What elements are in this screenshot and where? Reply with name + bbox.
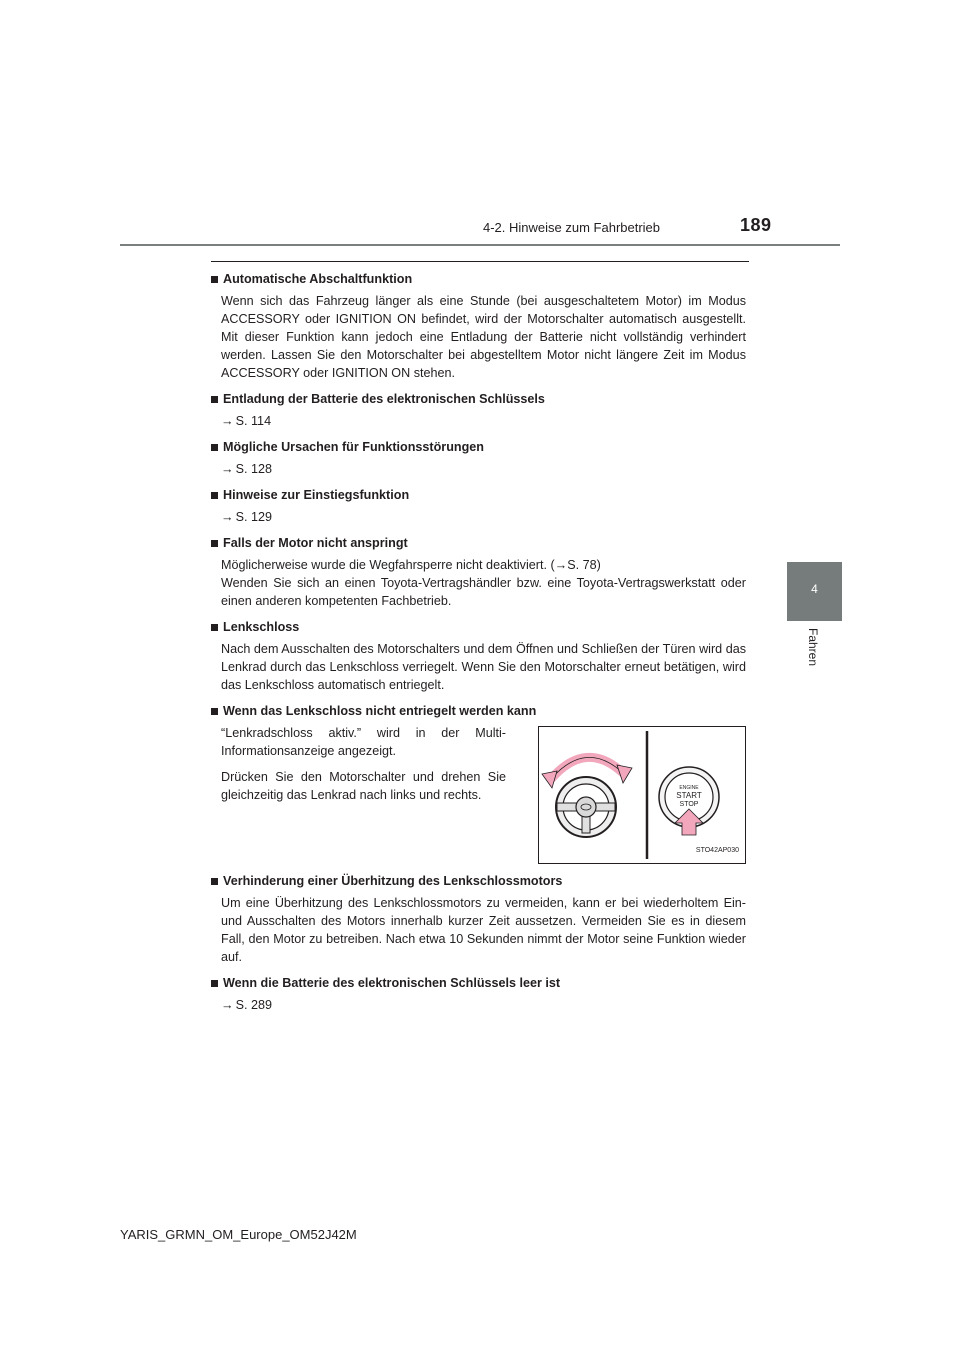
section-steering-lock xyxy=(211,618,746,694)
page-reference[interactable]: S. 128 xyxy=(235,462,273,476)
figure-code: STO42AP030 xyxy=(695,847,739,854)
button-text-stop: STOP xyxy=(679,801,699,808)
section-body: Wenn sich das Fahrzeug länger als eine Stunde (bei ausgeschaltetem Motor) im Modus ACCESSORY oder IGNITION ON befindet, wird der Motorschalter automatisch ausgestellt. Mit dieser Funktion kann jedoch eine Entladung der Batterie nicht vollständig verhindert werden. Lassen Sie den Motorschalter bei abgestelltem Motor nicht längere Zeit im Modus ACCESSORY oder IGNITION ON stehen. xyxy=(221,294,746,380)
page-number: 189 xyxy=(740,215,772,235)
header-rule xyxy=(120,244,840,246)
section-key-battery-empty xyxy=(211,974,746,1014)
square-bullet-icon xyxy=(211,878,218,885)
arrow-right-icon: → xyxy=(221,510,234,524)
button-text-engine: ENGINE xyxy=(679,785,699,791)
content-column xyxy=(211,270,746,1022)
square-bullet-icon xyxy=(211,980,218,987)
section-title: Wenn das Lenkschloss nicht entriegelt werden kann xyxy=(223,704,537,718)
footer-document-id: YARIS_GRMN_OM_Europe_OM52J42M xyxy=(120,1227,357,1242)
section-title: Wenn die Batterie des elektronischen Schlüssels leer ist xyxy=(223,976,561,990)
section-engine-not-starting xyxy=(211,534,746,610)
chapter-label: Fahren xyxy=(806,628,820,667)
section-title: Entladung der Batterie des elektronischen Schlüssels xyxy=(223,392,545,406)
section-lock-motor-overheat xyxy=(211,872,746,966)
section-title: Mögliche Ursachen für Funktionsstörungen xyxy=(223,440,484,454)
section-title: Falls der Motor nicht anspringt xyxy=(223,536,408,550)
section-steering-lock-release xyxy=(211,702,746,864)
content-rule xyxy=(211,261,749,262)
square-bullet-icon xyxy=(211,624,218,631)
arrow-right-icon: → xyxy=(221,462,234,476)
page-reference[interactable]: S. 114 xyxy=(235,414,272,428)
square-bullet-icon xyxy=(211,540,218,547)
section-title: Hinweise zur Einstiegsfunktion xyxy=(223,488,410,502)
square-bullet-icon xyxy=(211,396,218,403)
page-reference[interactable]: S. 289 xyxy=(235,998,273,1012)
section-entry-function xyxy=(211,486,746,526)
section-body: Nach dem Ausschalten des Motorschalters und dem Öffnen und Schließen der Türen wird das Lenkrad durch das Lenkschloss verriegelt. Wenn Sie den Motorschalter erneut betätigen, wird das Lenkschloss automatisch entriegelt. xyxy=(221,642,746,692)
page-reference[interactable]: S. 129 xyxy=(235,510,273,524)
running-header-section: 4-2. Hinweise zum Fahrbetrieb xyxy=(483,220,661,235)
section-body: Drücken Sie den Motorschalter und drehen Sie gleichzeitig das Lenkrad nach links und rechts. xyxy=(221,770,506,802)
chapter-tab xyxy=(787,562,842,621)
arrow-right-icon: → xyxy=(221,998,234,1012)
section-title: Automatische Abschaltfunktion xyxy=(223,272,413,286)
section-body: Um eine Überhitzung des Lenkschlossmotors zu vermeiden, kann er bei wiederholtem Ein- und Ausschalten des Motors innerhalb kurzer Zeit aussetzen. Vermeiden Sie es in diesem Fall, den Motor zu betreiben. Nach etwa 10 Sekunden nimmt der Motor seine Funktion wieder auf. xyxy=(221,896,746,964)
steering-wheel-start-button-illustration xyxy=(538,726,746,864)
section-body-line: Wenden Sie sich an einen Toyota-Vertragshändler bzw. eine Toyota-Vertragswerkstatt oder einen anderen kompetenten Fachbetrieb. xyxy=(221,576,746,608)
square-bullet-icon xyxy=(211,276,218,283)
section-body-line: Möglicherweise wurde die Wegfahrsperre nicht deaktiviert. (→S. 78) xyxy=(221,558,601,572)
section-title: Lenkschloss xyxy=(223,620,300,634)
arrow-right-icon: → xyxy=(221,414,234,428)
section-body: “Lenkradschloss aktiv.” wird in der Multi-Informationsanzeige angezeigt. xyxy=(221,726,506,758)
steering-wheel-icon xyxy=(556,777,616,837)
square-bullet-icon xyxy=(211,708,218,715)
square-bullet-icon xyxy=(211,444,218,451)
section-auto-shutoff xyxy=(211,270,746,382)
button-text-start: START xyxy=(676,791,702,800)
section-malfunction-causes xyxy=(211,438,746,478)
square-bullet-icon xyxy=(211,492,218,499)
section-key-battery-discharge xyxy=(211,390,746,430)
section-title: Verhinderung einer Überhitzung des Lenkschlossmotors xyxy=(223,874,563,888)
chapter-number: 4 xyxy=(811,582,818,596)
